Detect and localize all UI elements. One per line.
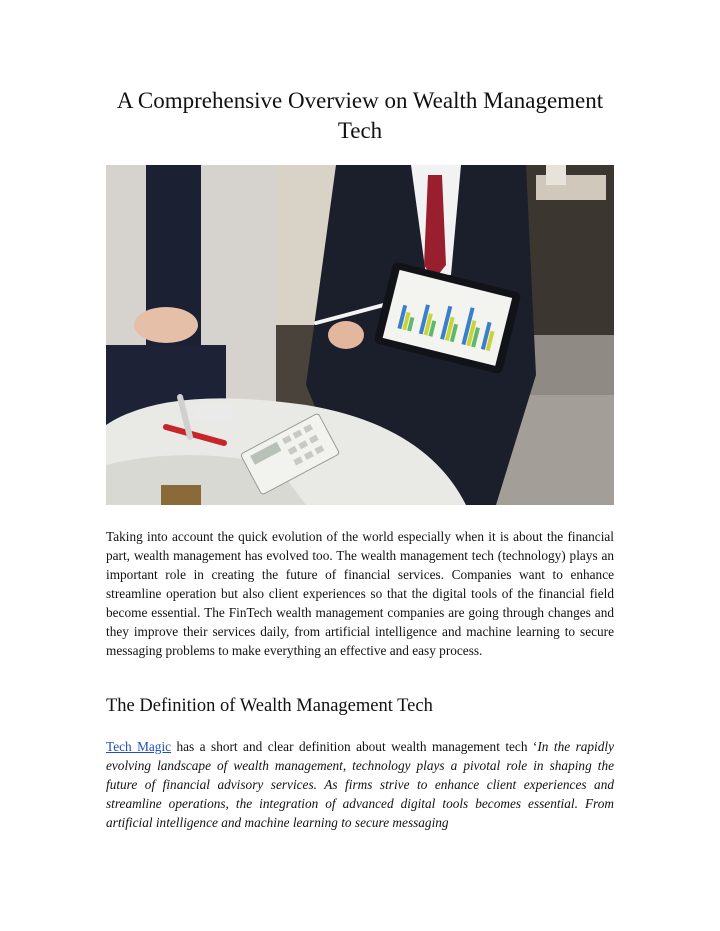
definition-lead-text: has a short and clear definition about wealth management tech ‘ bbox=[171, 739, 538, 754]
definition-paragraph bbox=[106, 737, 614, 832]
section-heading: The Definition of Wealth Management Tech bbox=[106, 696, 433, 716]
definition-quote: In the rapidly evolving landscape of wealth management, technology plays a pivotal role in shaping the future of financial advisory services. As firms strive to enhance client experiences and streamline operations, the integration of advanced digital tools becomes essential. From artificial intelligence and machine learning to secure messaging bbox=[106, 739, 614, 830]
tech-magic-link[interactable]: Tech Magic bbox=[106, 739, 172, 754]
intro-paragraph: Taking into account the quick evolution of the world especially when it is about the financial part, wealth management has evolved too. The wealth management tech (technology) plays an important role in creating the future of financial services. Companies want to enhance streamline operation but also client experiences so that the digital tools of the financial field become essential. The FinTech wealth management companies are going through changes and they improve their services daily, from artificial intelligence and machine learning to secure messaging problems to make everything an effective and easy process. bbox=[106, 529, 614, 658]
page-title: A Comprehensive Overview on Wealth Management Tech bbox=[116, 88, 604, 143]
business-meeting-photo bbox=[106, 165, 614, 505]
